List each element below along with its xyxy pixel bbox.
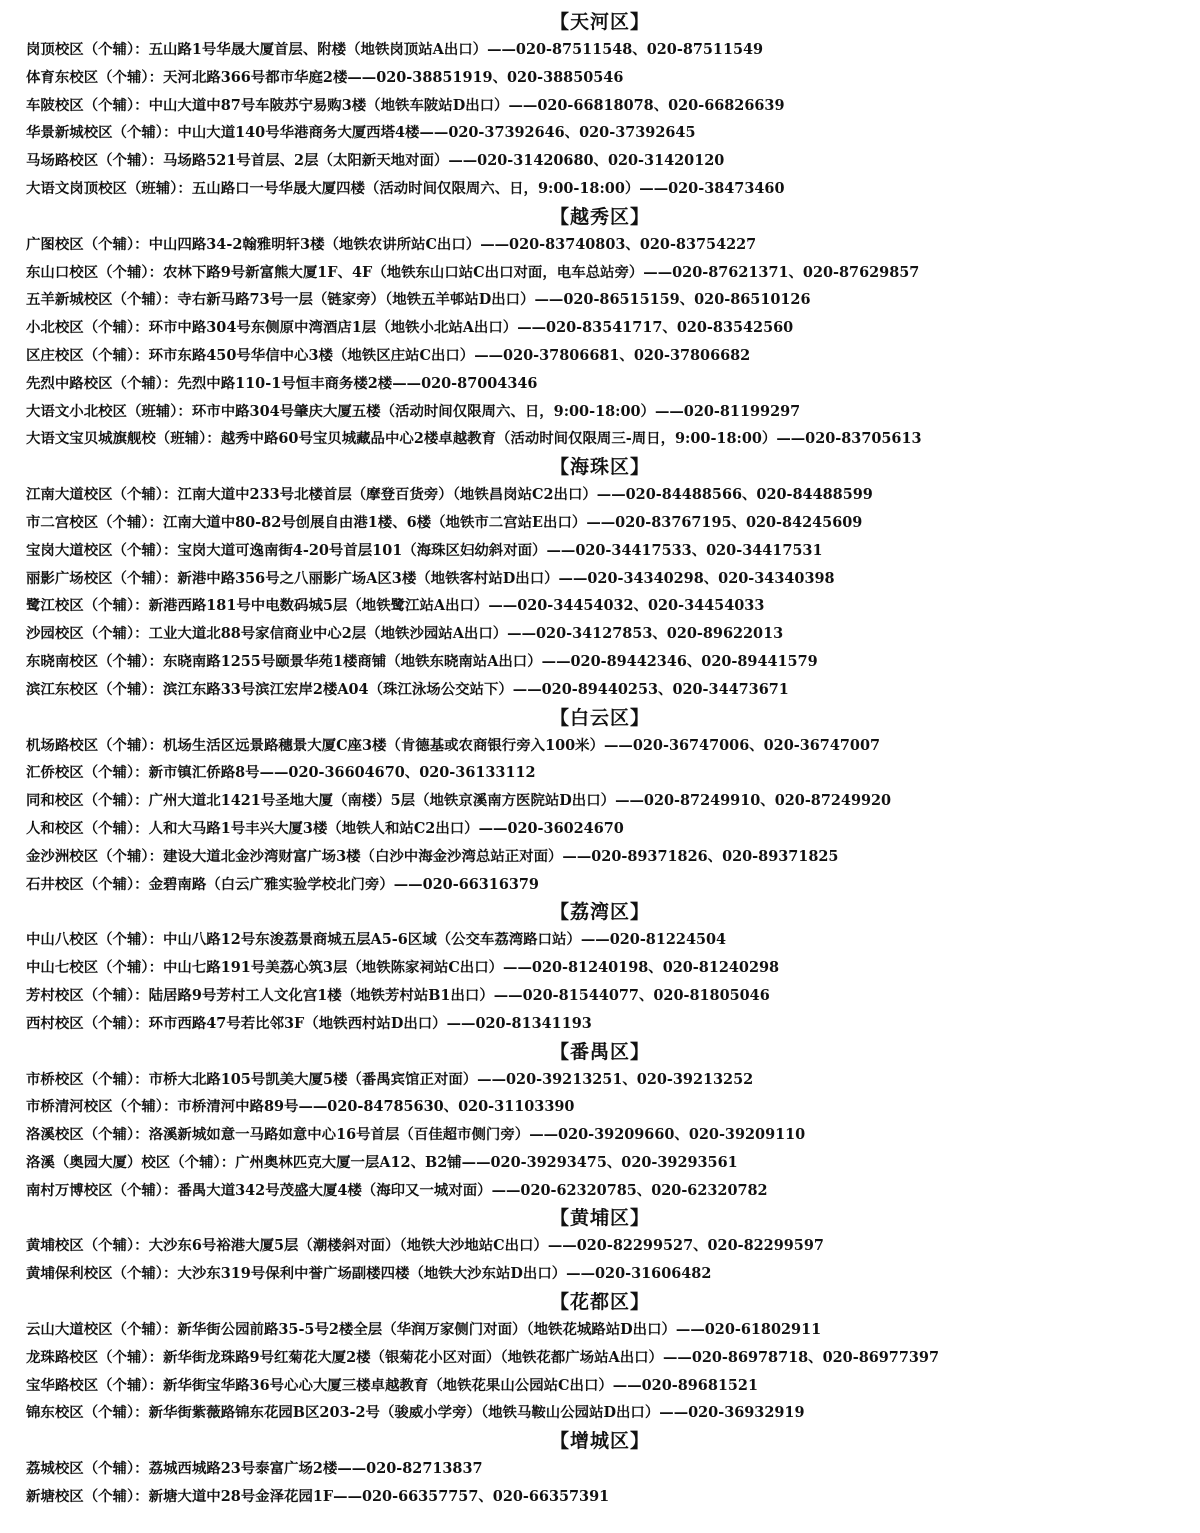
campus-entry: 市二宫校区（个辅）：江南大道中80-82号创展自由港1楼、6楼（地铁市二宫站E出口）——020-83767195、020-84245609 bbox=[26, 513, 863, 531]
district-heading: 【海珠区】 bbox=[549, 456, 650, 479]
district-section bbox=[26, 1038, 1200, 1205]
campus-entry: 体育东校区（个辅）：天河北路366号都市华庭2楼——020-38851919、020-38850546 bbox=[26, 68, 624, 86]
campus-entry: 中山八校区（个辅）：中山八路12号东浚荔景商城五层A5-6区域（公交车荔湾路口站）——020-81224504 bbox=[26, 931, 727, 949]
campus-entry: 金沙洲校区（个辅）：建设大道北金沙湾财富广场3楼（白沙中海金沙湾总站正对面）——020-89371826、020-89371825 bbox=[26, 847, 839, 865]
campus-entry: 五羊新城校区（个辅）：寺右新马路73号一层（链家旁）（地铁五羊邨站D出口）——020-86515159、020-86510126 bbox=[26, 291, 811, 309]
district-section bbox=[26, 8, 1200, 203]
campus-entry: 黄埔校区（个辅）：大沙东6号裕港大厦5层（潮楼斜对面）（地铁大沙地站C出口）——020-82299527、020-82299597 bbox=[26, 1237, 824, 1255]
district-section bbox=[26, 1204, 1200, 1288]
campus-entry: 马场路校区（个辅）：马场路521号首层、2层（太阳新天地对面）——020-31420680、020-31420120 bbox=[26, 152, 725, 170]
campus-entry: 荔城校区（个辅）：荔城西城路23号泰富广场2楼——020-82713837 bbox=[26, 1460, 483, 1478]
district-heading: 【黄埔区】 bbox=[549, 1207, 650, 1230]
campus-entry: 汇侨校区（个辅）：新市镇汇侨路8号——020-36604670、020-36133112 bbox=[26, 764, 536, 782]
district-section bbox=[26, 704, 1200, 899]
campus-entry: 东晓南校区（个辅）：东晓南路1255号颐景华苑1楼商铺（地铁东晓南站A出口）——020-89442346、020-89441579 bbox=[26, 652, 818, 670]
campus-entry: 区庄校区（个辅）：环市东路450号华信中心3楼（地铁区庄站C出口）——020-37806681、020-37806682 bbox=[26, 346, 751, 364]
campus-entry: 先烈中路校区（个辅）：先烈中路110-1号恒丰商务楼2楼——020-87004346 bbox=[26, 374, 538, 392]
campus-entry: 洛溪校区（个辅）：洛溪新城如意一马路如意中心16号首层（百佳超市侧门旁）——020-39209660、020-39209110 bbox=[26, 1126, 806, 1144]
campus-entry: 广图校区（个辅）：中山四路34-2翰雅明轩3楼（地铁农讲所站C出口）——020-83740803、020-83754227 bbox=[26, 235, 757, 253]
campus-entry: 滨江东校区（个辅）：滨江东路33号滨江宏岸2楼A04（珠江泳场公交站下）——020-89440253、020-34473671 bbox=[26, 680, 789, 698]
district-heading: 【增城区】 bbox=[549, 1430, 650, 1453]
campus-entry: 石井校区（个辅）：金碧南路（白云广雅实验学校北门旁）——020-66316379 bbox=[26, 875, 539, 893]
campus-entry: 大语文小北校区（班辅）：环市中路304号肇庆大厦五楼（活动时间仅限周六、日，9:00-18:00）——020-81199297 bbox=[26, 402, 801, 420]
campus-entry: 市桥清河校区（个辅）：市桥清河中路89号——020-84785630、020-31103390 bbox=[26, 1098, 575, 1116]
campus-entry: 新塘校区（个辅）：新塘大道中28号金泽花园1F——020-66357757、020-66357391 bbox=[26, 1488, 610, 1506]
district-section bbox=[26, 203, 1200, 453]
campus-entry: 东山口校区（个辅）：农林下路9号新富熊大厦1F、4F（地铁东山口站C出口对面，电车总站旁）——020-87621371、020-87629857 bbox=[26, 263, 920, 281]
campus-entry: 大语文岗顶校区（班辅）：五山路口一号华晟大厦四楼（活动时间仅限周六、日，9:00-18:00）——020-38473460 bbox=[26, 179, 785, 197]
campus-entry: 云山大道校区（个辅）：新华街公园前路35-5号2楼全层（华润万家侧门对面）（地铁花城路站D出口）——020-61802911 bbox=[26, 1321, 822, 1339]
district-section bbox=[26, 1427, 1200, 1511]
campus-entry: 华景新城校区（个辅）：中山大道140号华港商务大厦西塔4楼——020-37392646、020-37392645 bbox=[26, 124, 696, 142]
district-section bbox=[26, 1288, 1200, 1427]
campus-entry: 同和校区（个辅）：广州大道北1421号圣地大厦（南楼）5层（地铁京溪南方医院站D出口）——020-87249910、020-87249920 bbox=[26, 792, 892, 810]
campus-entry: 中山七校区（个辅）：中山七路191号美荔心筑3层（地铁陈家祠站C出口）——020-81240198、020-81240298 bbox=[26, 959, 780, 977]
campus-entry: 洛溪（奥园大厦）校区（个辅）：广州奥林匹克大厦一层A12、B2铺——020-39293475、020-39293561 bbox=[26, 1153, 738, 1171]
campus-entry: 车陂校区（个辅）：中山大道中87号车陂苏宁易购3楼（地铁车陂站D出口）——020-66818078、020-66826639 bbox=[26, 96, 785, 114]
campus-entry: 人和校区（个辅）：人和大马路1号丰兴大厦3楼（地铁人和站C2出口）——020-36024670 bbox=[26, 819, 624, 837]
district-heading: 【天河区】 bbox=[549, 11, 650, 33]
campus-entry: 芳村校区（个辅）：陆居路9号芳村工人文化宫1楼（地铁芳村站B1出口）——020-81544077、020-81805046 bbox=[26, 986, 770, 1004]
district-heading: 【荔湾区】 bbox=[549, 901, 650, 924]
campus-entry: 鹭江校区（个辅）：新港西路181号中电数码城5层（地铁鹭江站A出口）——020-34454032、020-34454033 bbox=[26, 597, 765, 615]
campus-entry: 小北校区（个辅）：环市中路304号东侧原中湾酒店1层（地铁小北站A出口）——020-83541717、020-83542560 bbox=[26, 319, 794, 337]
district-heading: 【白云区】 bbox=[549, 706, 650, 729]
campus-entry: 宝华路校区（个辅）：新华街宝华路36号心心大厦三楼卓越教育（地铁花果山公园站C出口）——020-89681521 bbox=[26, 1376, 759, 1394]
campus-entry: 岗顶校区（个辅）：五山路1号华晟大厦首层、附楼（地铁岗顶站A出口）——020-87511548、020-87511549 bbox=[26, 41, 764, 58]
district-section bbox=[26, 453, 1200, 703]
district-heading: 【番禺区】 bbox=[549, 1040, 650, 1063]
campus-entry: 西村校区（个辅）：环市西路47号若比邻3F（地铁西村站D出口）——020-81341193 bbox=[26, 1014, 592, 1032]
campus-entry: 黄埔保利校区（个辅）：大沙东319号保利中誉广场副楼四楼（地铁大沙东站D出口）——020-31606482 bbox=[26, 1265, 712, 1283]
district-section bbox=[26, 898, 1200, 1037]
campus-entry: 宝岗大道校区（个辅）：宝岗大道可逸南街4-20号首层101（海珠区妇幼斜对面）——020-34417533、020-34417531 bbox=[26, 541, 823, 559]
campus-entry: 江南大道校区（个辅）：江南大道中233号北楼首层（摩登百货旁）（地铁昌岗站C2出口）——020-84488566、020-84488599 bbox=[26, 486, 873, 504]
district-heading: 【花都区】 bbox=[549, 1291, 650, 1314]
campus-entry: 南村万博校区（个辅）：番禺大道342号茂盛大厦4楼（海印又一城对面）——020-62320785、020-62320782 bbox=[26, 1181, 768, 1199]
district-heading: 【越秀区】 bbox=[549, 205, 650, 228]
campus-entry: 沙园校区（个辅）：工业大道北88号家信商业中心2层（地铁沙园站A出口）——020-34127853、020-89622013 bbox=[26, 625, 784, 643]
campus-entry: 大语文宝贝城旗舰校（班辅）：越秀中路60号宝贝城藏品中心2楼卓越教育（活动时间仅限周三-周日，9:00-18:00）——020-83705613 bbox=[26, 430, 922, 448]
campus-entry: 市桥校区（个辅）：市桥大北路105号凯美大厦5楼（番禺宾馆正对面）——020-39213251、020-39213252 bbox=[26, 1070, 754, 1088]
campus-entry: 龙珠路校区（个辅）：新华街龙珠路9号红菊花大厦2楼（银菊花小区对面）（地铁花都广场站A出口）——020-86978718、020-86977397 bbox=[26, 1348, 939, 1366]
campus-entry: 机场路校区（个辅）：机场生活区远景路穗景大厦C座3楼（肯德基或农商银行旁入100米）——020-36747006、020-36747007 bbox=[26, 736, 881, 754]
campus-entry: 锦东校区（个辅）：新华街紫薇路锦东花园B区203-2号（骏威小学旁）（地铁马鞍山公园站D出口）——020-36932919 bbox=[26, 1404, 805, 1422]
campus-entry: 丽影广场校区（个辅）：新港中路356号之八丽影广场A区3楼（地铁客村站D出口）——020-34340298、020-34340398 bbox=[26, 569, 835, 587]
